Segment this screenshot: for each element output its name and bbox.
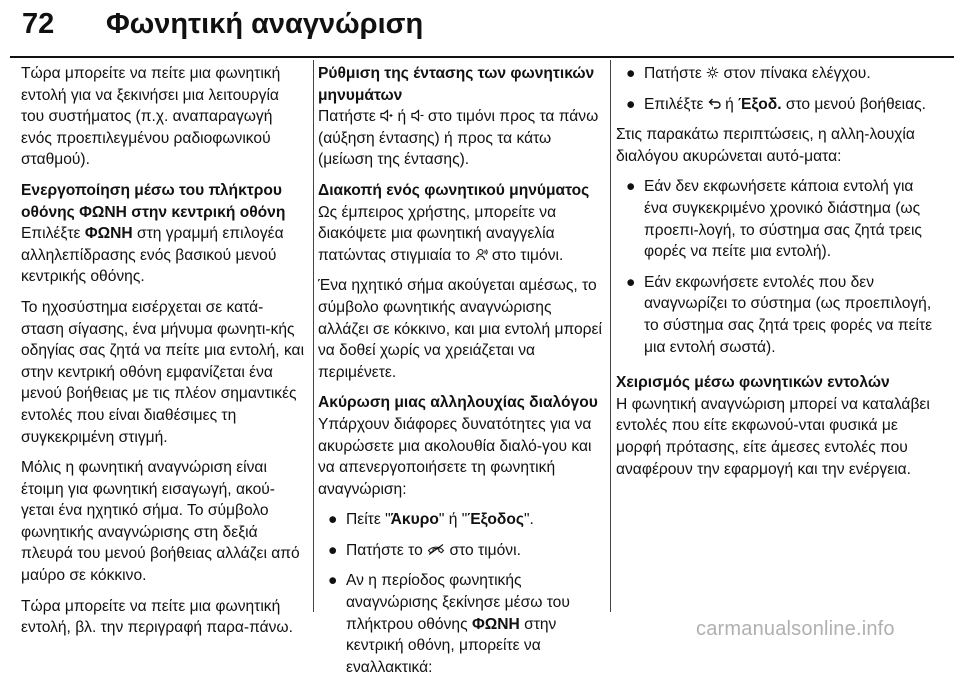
list-item [318,509,604,531]
bullet: ● [626,95,636,113]
text: στο τιμόνι προς τα πάνω (αύξηση έντασης) ή προς τα κάτω (μείωση της έντασης). [318,108,599,169]
text: ή [393,108,411,126]
paragraph: Μόλις η φωνητική αναγνώριση είναι έτοιμη για φωνητική εισαγωγή, ακού-γεται ένα ηχητικό σήμα. Το σύμβολο φωνητικής αναγνώρισης στη δεξιά πλευρά του μενού βοήθειας αλλάζει από μαύρο σε κόκκινο. [21,459,300,585]
text: στο τιμόνι. [445,541,521,559]
home-icon [706,66,719,79]
page-header [0,0,960,56]
bullet: ● [328,511,338,529]
text: Ως έμπειρος χρήστης, μπορείτε να διακόψετε μια φωνητική αναγγελία πατώντας στιγμιαία το [318,203,557,264]
bullet: ● [328,572,338,590]
text: ". [524,511,534,529]
paragraph [318,202,604,267]
text: Πατήστε [318,108,381,126]
list-item [616,176,940,262]
page-title: Φωνητική αναγνώριση [106,8,424,40]
column-3 [616,63,940,489]
watermark: carmanualsonline.info [696,618,895,640]
column-2 [318,63,604,687]
voice-key-label: ΦΩΝΗ [84,225,133,243]
paragraph: Το ηχοσύστημα εισέρχεται σε κατά-σταση σίγασης, ένα μήνυμα φωνητι-κής οδηγίας σας ζητά να πείτε μια εντολή, και στην κεντρική οθόνη εμφανίζεται ένα μενού βοήθειας με τις πλέον σημαντικές εντολές που είναι διαθέσιμες τη συγκεκριμένη στιγμή. [21,298,305,446]
list-item [318,570,604,678]
text: Αν η περίοδος φωνητικής αναγνώρισης ξεκίνησε μέσω του πλήκτρου οθόνης [346,572,570,633]
paragraph: Τώρα μπορείτε να πείτε μια φωνητική εντολή, βλ. την περιγραφή παρα-πάνω. [21,597,293,637]
column-divider-2 [610,60,611,612]
paragraph: Ένα ηχητικό σήμα ακούγεται αμέσως, το σύμβολο φωνητικής αναγνώρισης αλλάζει σε κόκκινο, και μια εντολή μπορεί να δοθεί χωρίς να χρειάζεται να περιμένετε. [318,277,602,381]
text: Επιλέξτε [644,95,708,113]
bullet: ● [626,65,636,82]
text: Εάν δεν εκφωνήσετε κάποια εντολή για ένα συγκεκριμένο χρονικό διάστημα (ως προεπι-λογή, το σύστημα σας ζητά τρεις φορές να πείτε μια εντολή). [644,178,922,261]
column-divider-1 [313,60,314,612]
paragraph [318,106,604,171]
text: Εάν εκφωνήσετε εντολές που δεν αναγνωρίζει το σύστημα (ως προεπιλογή, το σύστημα σας ζητά τρεις φορές να πείτε μια εντολή σωστά). [644,273,933,356]
section-heading: Ενεργοποίηση μέσω του πλήκτρου οθόνης ΦΩΝΗ στην κεντρική οθόνη [21,181,286,221]
text: " ή " [438,511,468,529]
section-heading: Χειρισμός μέσω φωνητικών εντολών [616,374,890,392]
voice-key-label: ΦΩΝΗ [471,615,520,633]
list-item [616,272,940,358]
bullet: ● [328,541,338,559]
volume-up-icon [380,109,393,122]
column-1 [21,63,305,648]
command-cancel: Άκυρο [390,511,439,529]
command-exit: Έξοδος [467,511,524,529]
text: στην κεντρική οθόνη, μπορείτε να εναλλακτικά: [346,615,557,676]
paragraph [21,223,305,288]
text: Πείτε " [346,511,391,529]
text: Πατήστε [644,65,707,82]
paragraph: Στις παρακάτω περιπτώσεις, η αλλη-λουχία διαλόγου ακυρώνεται αυτό-ματα: [616,126,915,165]
paragraph: Τώρα μπορείτε να πείτε μια φωνητική εντολή για να ξεκινήσει μια λειτουργία του συστήματος (π.χ. αναπαραγωγή ενός προεπιλεγμένου ραδιοφωνικού σταθμού). [21,65,281,169]
list-item [616,94,940,116]
voice-command-icon [475,248,488,261]
section-heading: Ακύρωση μιας αλληλουχίας διαλόγου [318,394,598,412]
paragraph: Η φωνητική αναγνώριση μπορεί να καταλάβει εντολές που είτε εκφωνού-νται φυσικά με μορφή πρότασης, είτε άμεσες εντολές που αναφέρουν την εφαρμογή και την ενέργεια. [616,395,930,478]
menu-exit-label: Έξοδ. [738,95,782,113]
text: στον πίνακα ελέγχου. [719,65,871,82]
text: ή [720,95,739,113]
section-heading: Διακοπή ενός φωνητικού μηνύματος [318,181,590,199]
text: στο μενού βοήθειας. [781,95,926,113]
text: στη γραμμή επιλογέα αλληλεπίδρασης ενός βασικού μενού κεντρικής οθόνης. [21,225,284,286]
bullet: ● [626,273,636,291]
list-item [616,63,940,85]
back-arrow-icon [708,97,721,110]
bullet: ● [626,178,636,196]
page-number: 72 [22,8,55,40]
volume-down-icon [411,109,424,122]
text: στο τιμόνι. [487,246,564,264]
list-item [318,540,604,562]
text: Πατήστε το [346,541,428,559]
section-heading: Ρύθμιση της έντασης των φωνητικών μηνυμάτων [318,65,595,104]
header-rule [10,56,954,58]
paragraph: Υπάρχουν διάφορες δυνατότητες για να ακυρώσετε μια ακολουθία διαλό-γου και να απενεργοποιήσετε τη φωνητική αναγνώριση: [318,415,592,498]
end-call-icon [427,543,445,556]
text: Επιλέξτε [21,225,85,243]
